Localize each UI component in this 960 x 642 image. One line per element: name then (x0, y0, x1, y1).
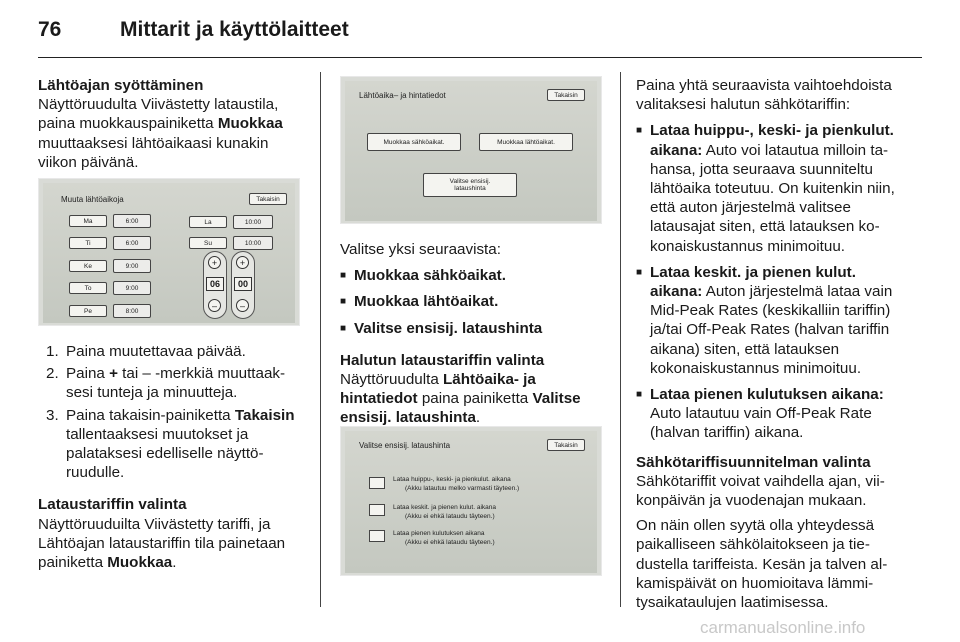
column-3 (636, 76, 902, 612)
paragraph: Valitse yksi seuraavista: (340, 241, 501, 258)
options-list (340, 266, 610, 338)
option-note: (Akku latautuu melko varmasti täyteen.) (405, 485, 520, 492)
option-note: (Akku ei ehkä lataudu täyteen.) (405, 513, 495, 520)
step-text-bold: + (109, 365, 118, 383)
day-button-ma[interactable]: Ma (69, 215, 107, 227)
text: Auto voi latautua milloin tahansa, jotta seuraava suunniteltu lähtöaika toteutuu. On kuitenkin niin, että auton järjestelmä valitsee latausajat siten, että latauksen kokonaiskustannus minimoituu. (650, 141, 895, 255)
section-heading: Lataustariffin valinta (38, 496, 187, 514)
list-item (636, 121, 902, 255)
text-bold: Muokkaa (217, 115, 283, 133)
screen-panel (345, 431, 597, 573)
edit-departure-times-button[interactable]: Muokkaa lähtöaikat. (479, 133, 573, 151)
text-bold: Valitse ensisij. lataushinta (340, 390, 581, 427)
column-1 (38, 76, 306, 172)
back-button[interactable]: Takaisin (547, 439, 585, 451)
minute-decrease-button[interactable]: – (236, 299, 249, 312)
step-text: tai – -merkkiä muuttaaksesi tunteja ja minuutteja. (66, 365, 286, 402)
paragraph (340, 370, 610, 428)
section-heading: Halutun lataustariffin valinta (340, 351, 545, 369)
time-field[interactable]: 6:00 (113, 236, 151, 250)
rate-options-list (636, 121, 902, 442)
rate-option-label[interactable] (393, 529, 495, 547)
day-button-su[interactable]: Su (189, 237, 227, 249)
button-label: Valitse ensisij. (449, 178, 491, 185)
list-item (38, 364, 306, 402)
screen-panel (43, 183, 295, 323)
time-field[interactable]: 8:00 (113, 304, 151, 318)
section-heading: Sähkötariffisuunnitelman valinta (636, 453, 871, 471)
step-number: 2. (46, 365, 59, 383)
list-item (38, 406, 306, 483)
option-text: Lataa keskit. ja pienen kulut. aikana (393, 504, 496, 511)
screenshot-departure-times (38, 178, 300, 326)
rate-option-label[interactable] (393, 503, 496, 521)
rate-option-label[interactable] (393, 475, 519, 493)
column-divider (320, 72, 321, 607)
screenshot-departure-and-price (340, 76, 602, 224)
step-number: 1. (46, 343, 59, 360)
option-text: Lataa pienen kulutuksen aikana (393, 530, 485, 537)
paragraph: On näin ollen syytä olla yhteydessä paikalliseen sähkölaitokseen ja tiedustella tariffeista. Kesän ja talven alkamispäivät on huomioitava lämmitysaikataulujen laatimisessa. (636, 517, 888, 612)
paragraph (38, 515, 306, 573)
time-field[interactable]: 9:00 (113, 259, 151, 273)
rate-option-checkbox[interactable] (369, 504, 385, 516)
edit-electricity-times-button[interactable]: Muokkaa sähköaikat. (367, 133, 461, 151)
text: Auton järjestelmä lataa vain Mid-Peak Rates (keskikalliin tariffin) ja/tai Off-Peak Rates (halvan tariffin aikana) siten, että latauksen kokonaiskustannus minimoituu. (650, 283, 893, 377)
list-item (636, 385, 902, 443)
day-button-to[interactable]: To (69, 282, 107, 294)
screen-panel (345, 81, 597, 221)
time-field[interactable]: 10:00 (233, 236, 273, 250)
screen-title: Lähtöaika– ja hintatiedot (359, 91, 446, 100)
text-bold: Lataa pienen kulutuksen aikana: (650, 386, 884, 404)
time-field[interactable]: 9:00 (113, 281, 151, 295)
steps-list (38, 342, 306, 482)
column-2 (340, 240, 610, 428)
rate-option-checkbox[interactable] (369, 477, 385, 489)
list-item: ■ Muokkaa sähköaikat. (340, 266, 610, 285)
step-text-bold: Takaisin (234, 406, 295, 424)
step-text: tallentaaksesi muutokset ja palataksesi edelliselle näyttöruudulle. (66, 425, 264, 482)
screenshot-preferred-rate (340, 426, 602, 576)
list-item (636, 263, 902, 378)
chapter-title: Mittarit ja käyttölaitteet (120, 18, 349, 41)
time-field[interactable]: 6:00 (113, 214, 151, 228)
text-bold: Muokkaa (107, 554, 173, 572)
page-number: 76 (38, 18, 62, 41)
text: paina painiketta (417, 390, 533, 408)
header-rule (38, 57, 922, 58)
list-item: ■ Valitse ensisij. lataushinta (340, 319, 610, 338)
day-button-ti[interactable]: Ti (69, 237, 107, 249)
text-bold: Lataa keskit. ja pienen kulut. aikana: (650, 263, 856, 301)
step-number: 3. (46, 406, 59, 424)
text-bold: Lataa huippu-, keski- ja pienkulut. aikana: (650, 122, 894, 159)
text: Näyttöruudulta Viivästetty lataustila, paina muokkauspainiketta (38, 96, 279, 133)
screen-title: Muuta lähtöaikoja (61, 195, 124, 204)
option-note: (Akku ei ehkä lataudu täyteen.) (405, 539, 495, 546)
day-button-la[interactable]: La (189, 216, 227, 228)
spacer (38, 485, 306, 495)
list-item (38, 342, 306, 361)
time-field[interactable]: 10:00 (233, 215, 273, 229)
back-button[interactable]: Takaisin (249, 193, 287, 205)
minute-display: 00 (234, 277, 252, 291)
hour-display: 06 (206, 277, 224, 291)
day-button-ke[interactable]: Ke (69, 260, 107, 272)
list-item: ■ Muokkaa lähtöaikat. (340, 292, 610, 311)
paragraph: Sähkötariffit voivat vaihdella ajan, viikonpäivän ja vuodenajan mukaan. (636, 472, 885, 510)
section-heading: Lähtöajan syöttäminen (38, 77, 204, 94)
watermark: carmanualsonline.info (700, 618, 866, 637)
text: Näyttöruuduilta Viivästetty tariffi, ja Lähtöajan lataustariffin tila painetaan painiketta (38, 515, 286, 572)
back-button[interactable]: Takaisin (547, 89, 585, 101)
hour-decrease-button[interactable]: – (208, 299, 221, 312)
step-text: Paina (66, 365, 110, 383)
text: Auto latautuu vain Off-Peak Rate (halvan tariffin) aikana. (650, 405, 872, 442)
paragraph: Paina yhtä seuraavista vaihtoehdoista valitaksesi halutun sähkötariffin: (636, 77, 892, 114)
hour-increase-button[interactable]: + (208, 256, 221, 269)
text: Näyttöruudulta (340, 371, 443, 389)
step-text: Paina takaisin-painiketta (66, 406, 235, 424)
day-button-pe[interactable]: Pe (69, 305, 107, 317)
column-1-lower (38, 342, 306, 572)
text: muuttaaksesi lähtöaikaasi kunakin viikon päivänä. (38, 134, 269, 171)
text: . (475, 409, 481, 427)
rate-option-checkbox[interactable] (369, 530, 385, 542)
page-header (0, 0, 960, 58)
button-label: lataushinta (454, 185, 486, 192)
minute-increase-button[interactable]: + (236, 256, 249, 269)
text-bold: Lähtöaika- ja hintatiedot (340, 371, 536, 408)
screen-title: Valitse ensisij. lataushinta (359, 441, 451, 450)
paragraph (38, 95, 306, 172)
text: . (172, 554, 177, 572)
step-text: Paina muutettavaa päivää. (66, 343, 246, 360)
option-text: Lataa huippu-, keski- ja pienkulut. aikana (393, 476, 511, 483)
select-preferred-rate-button[interactable] (423, 173, 517, 197)
column-divider (620, 72, 621, 607)
